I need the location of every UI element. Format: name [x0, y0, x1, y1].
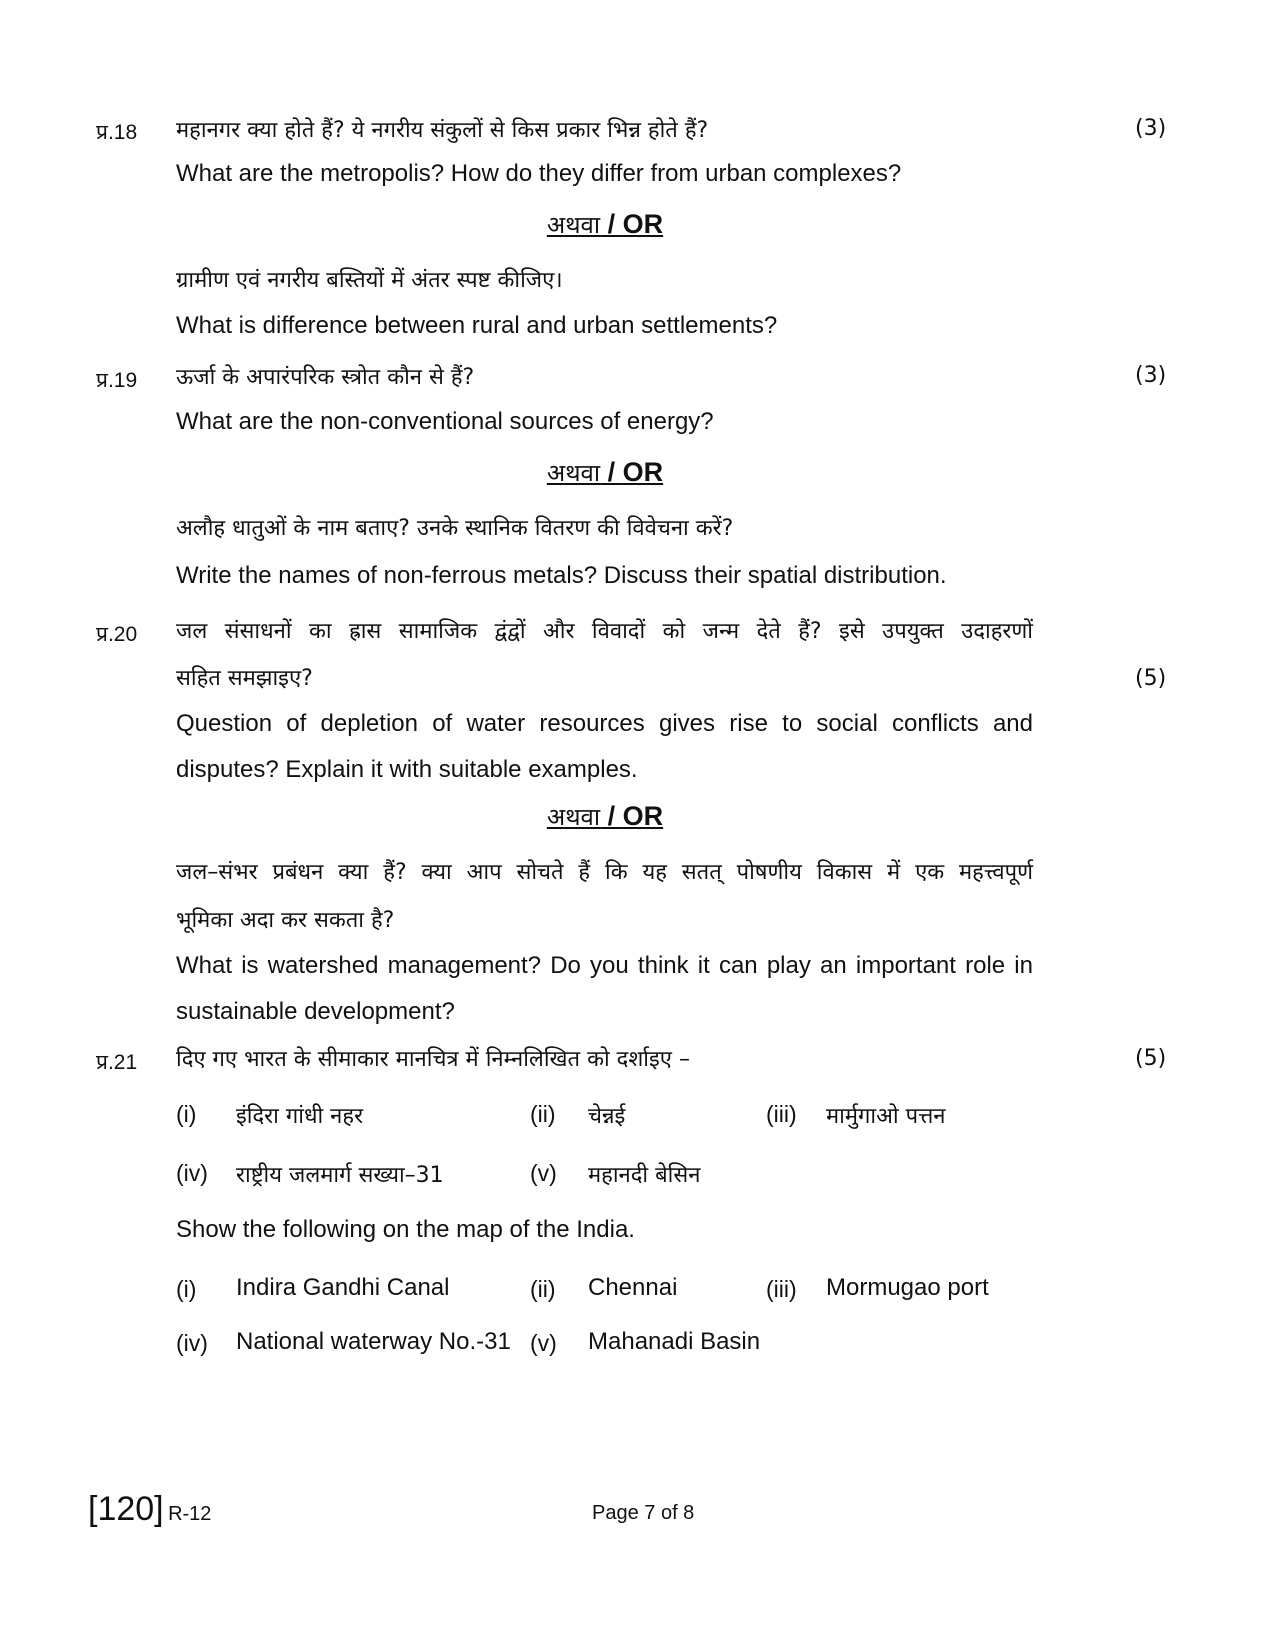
or-slash: /	[600, 209, 623, 239]
alternate-question-hindi: ग्रामीण एवं नगरीय बस्तियों में अंतर स्पष्ट कीजिए।	[176, 268, 563, 293]
alternate-question-hindi-line1: जल–संभर प्रबंधन क्या हैं? क्या आप सोचते हैं कि यह सतत् पोषणीय विकास में एक महत्त्वपूर्ण	[176, 860, 1033, 885]
page-number: Page 7 of 8	[592, 1502, 695, 1524]
map-item-english: Indira Gandhi Canal	[236, 1274, 450, 1301]
marks-label: (5)	[1135, 1046, 1167, 1071]
question-text-english: What are the metropolis? How do they differ from urban complexes?	[176, 160, 902, 187]
or-english: OR	[622, 801, 664, 831]
series-code: R-12	[168, 1503, 212, 1525]
paper-code	[88, 1490, 211, 1529]
question-text-hindi: ऊर्जा के अपारंपरिक स्त्रोत कौन से हैं?	[176, 365, 475, 390]
map-item-english: Mormugao port	[826, 1274, 989, 1301]
question-text-english-line2: disputes? Explain it with suitable examples.	[176, 756, 638, 783]
map-item-english: National waterway No.-31	[236, 1328, 511, 1355]
item-numeral: (i)	[176, 1101, 197, 1127]
marks-label: (3)	[1135, 116, 1167, 141]
map-item-english: Chennai	[588, 1274, 678, 1301]
question-text-hindi-line2: सहित समझाइए?	[176, 666, 313, 691]
or-hindi: अथवा	[546, 459, 601, 487]
map-item-hindi: इंदिरा गांधी नहर	[236, 1104, 364, 1129]
or-hindi: अथवा	[546, 803, 601, 831]
alternate-question-hindi: अलौह धातुओं के नाम बताए? उनके स्थानिक वितरण की विवेचना करें?	[176, 516, 734, 541]
marks-label: (5)	[1135, 666, 1167, 691]
or-separator	[0, 800, 1210, 833]
marks-label: (3)	[1135, 363, 1167, 388]
question-text-hindi: दिए गए भारत के सीमाकार मानचित्र में निम्नलिखित को दर्शाइए –	[176, 1047, 690, 1072]
alternate-question-english: Write the names of non-ferrous metals? Discuss their spatial distribution.	[176, 562, 947, 589]
or-separator	[0, 208, 1210, 241]
alternate-question-english-line1: What is watershed management? Do you think it can play an important role in	[176, 952, 1033, 979]
question-text-english: Show the following on the map of the India.	[176, 1216, 635, 1243]
paper-number: [120]	[88, 1490, 164, 1528]
alternate-question-english: What is difference between rural and urban settlements?	[176, 312, 778, 339]
alternate-question-english-line2: sustainable development?	[176, 998, 455, 1025]
map-item-hindi: महानदी बेसिन	[588, 1163, 701, 1188]
question-text-english-line1: Question of depletion of water resources gives rise to social conflicts and	[176, 710, 1033, 737]
item-numeral: (ii)	[530, 1276, 556, 1302]
question-text-hindi-line1: जल संसाधनों का ह्रास सामाजिक द्वंद्वों और विवादों को जन्म देते हैं? इसे उपयुक्त उदाहरणों	[176, 619, 1033, 644]
item-numeral: (iv)	[176, 1160, 208, 1186]
question-number: प्र.20	[96, 623, 138, 646]
or-separator	[0, 456, 1210, 489]
or-english: OR	[622, 457, 664, 487]
map-item-english: Mahanadi Basin	[588, 1328, 761, 1355]
question-number: प्र.19	[96, 369, 138, 392]
or-english: OR	[622, 209, 664, 239]
question-number: प्र.21	[96, 1051, 138, 1074]
map-item-hindi: मार्मुगाओ पत्तन	[826, 1104, 946, 1129]
or-slash: /	[600, 457, 623, 487]
or-slash: /	[600, 801, 623, 831]
alternate-question-hindi-line2: भूमिका अदा कर सकता है?	[176, 908, 395, 933]
question-text-hindi: महानगर क्या होते हैं? ये नगरीय संकुलों से किस प्रकार भिन्न होते हैं?	[176, 118, 709, 143]
item-numeral: (iii)	[766, 1101, 797, 1127]
map-item-hindi: चेन्नई	[588, 1104, 626, 1129]
item-numeral: (v)	[530, 1160, 557, 1186]
or-hindi: अथवा	[546, 211, 601, 239]
item-numeral: (ii)	[530, 1101, 556, 1127]
item-numeral: (v)	[530, 1330, 557, 1356]
question-number: प्र.18	[96, 121, 138, 144]
question-text-english: What are the non-conventional sources of energy?	[176, 408, 714, 435]
item-numeral: (iv)	[176, 1330, 208, 1356]
map-item-hindi: राष्ट्रीय जलमार्ग सख्या–31	[236, 1163, 444, 1188]
item-numeral: (i)	[176, 1276, 197, 1302]
item-numeral: (iii)	[766, 1276, 797, 1302]
